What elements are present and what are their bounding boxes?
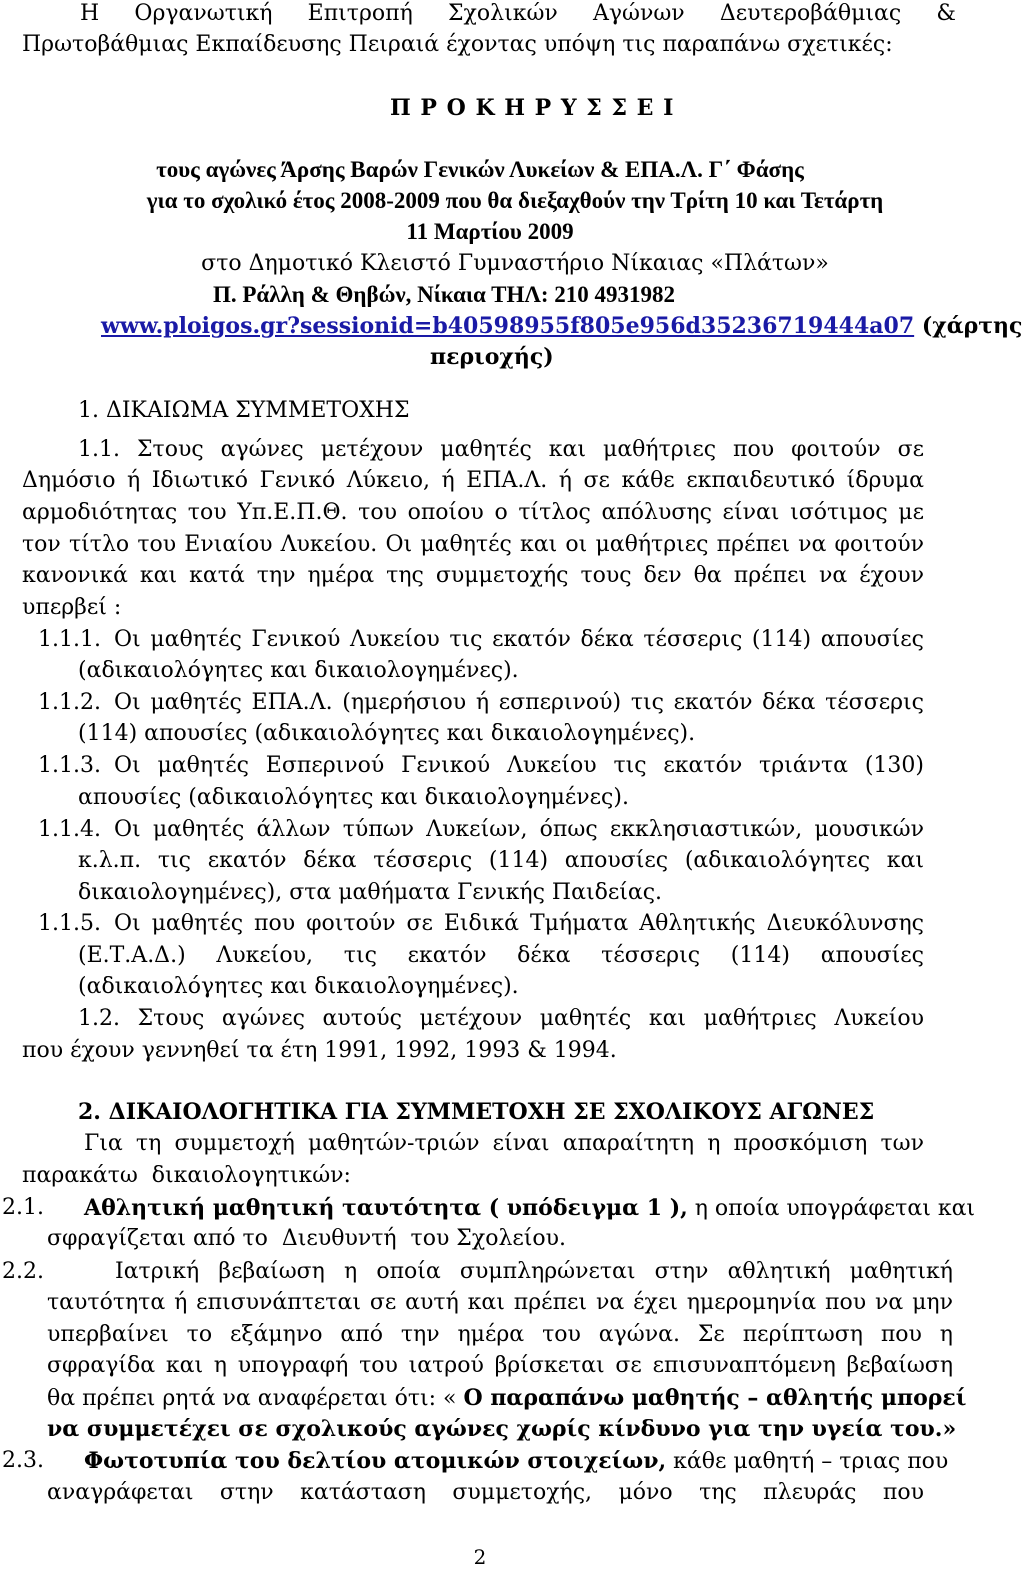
intro-line-1: Η Οργανωτική Επιτροπή Σχολικών Αγώνων Δευτεροβάθμιας &: [80, 1, 956, 26]
item-2-2-line-2: ταυτότητα ή επισυνάπτεται σε αυτή και πρέπει να έχει ημερομηνία που να μην: [47, 1290, 953, 1315]
item-2-3-rest: κάθε μαθητή – τριας που: [666, 1449, 949, 1474]
announce-line-1: τους αγώνες Άρσης Βαρών Γενικών Λυκείων & ΕΠΑ.Λ. Γ΄ Φάσης: [156, 157, 804, 182]
item-1-1-5-number: 1.1.5.: [38, 911, 101, 936]
item-2-2-line-4: σφραγίδα και η υπογραφή του ιατρού βρίσκεται σε επισυναπτόμενη βεβαίωση: [47, 1353, 953, 1378]
item-1-1-3-line-2: απουσίες (αδικαιολόγητες και δικαιολογημένες).: [78, 785, 629, 810]
item-2-1-bold: Αθλητική μαθητική ταυτότητα ( υπόδειγμα 1 ),: [84, 1195, 688, 1221]
para-1-2-line-1: 1.2. Στους αγώνες αυτούς μετέχουν μαθητές και μαθήτριες Λυκείου: [78, 1006, 924, 1031]
item-1-1-2-line-1: Οι μαθητές ΕΠΑ.Λ. (ημερήσιου ή εσπερινού) τις εκατόν δέκα τέσσερις: [114, 690, 924, 715]
item-2-2-line-6: να συμμετέχει σε σχολικούς αγώνες χωρίς κίνδυνο για την υγεία του.»: [47, 1416, 957, 1442]
item-2-2-line-5-bold: Ο παραπάνω μαθητής – αθλητής μπορεί: [463, 1385, 967, 1411]
para-1-1-line-6: υπερβεί :: [22, 595, 122, 620]
para-1-1-line-5: κανονικά και κατά την ημέρα της συμμετοχής τους δεν θα πρέπει να έχουν: [22, 563, 924, 588]
announce-line-3: 11 Μαρτίου 2009: [406, 219, 574, 244]
item-1-1-5-line-2: (Ε.Τ.Α.Δ.) Λυκείου, τις εκατόν δέκα τέσσερις (114) απουσίες: [78, 943, 924, 968]
announce-link-line: [101, 312, 1022, 340]
item-2-2-line-1: Ιατρική βεβαίωση η οποία συμπληρώνεται στην αθλητική μαθητική: [115, 1259, 953, 1284]
announce-line-7: περιοχής): [430, 344, 554, 370]
item-1-1-3-line-1: Οι μαθητές Εσπερινού Γενικού Λυκείου τις εκατόν τριάντα (130): [114, 753, 924, 778]
para-1-1-line-3: αρμοδιότητας του Υπ.Ε.Π.Θ. του οποίου ο τίτλος απόλυσης είναι ισότιμος με: [22, 500, 924, 525]
section2-intro-line-1: Για τη συμμετοχή μαθητών-τριών είναι απαραίτητη η προσκόμιση των: [84, 1131, 924, 1156]
para-1-1-line-2: Δημόσιο ή Ιδιωτικό Γενικό Λύκειο, ή ΕΠΑ.Λ. ή σε κάθε εκπαιδευτικό ίδρυμα: [22, 468, 924, 493]
para-1-1-line-1: 1.1. Στους αγώνες μετέχουν μαθητές και μαθήτριες που φοιτούν σε: [78, 437, 924, 462]
item-1-1-2-number: 1.1.2.: [38, 690, 101, 715]
page-number: 2: [473, 1545, 487, 1569]
item-1-1-4-line-3: δικαιολογημένες), στα μαθήματα Γενικής Παιδείας.: [78, 880, 663, 905]
item-1-1-2-line-2: (114) απουσίες (αδικαιολόγητες και δικαιολογημένες).: [78, 721, 696, 746]
item-1-1-5-line-3: (αδικαιολόγητες και δικαιολογημένες).: [78, 974, 519, 999]
intro-line-2: Πρωτοβάθμιας Εκπαίδευσης Πειραιά έχοντας υπόψη τις παραπάνω σχετικές:: [22, 32, 893, 57]
item-1-1-4-number: 1.1.4.: [38, 817, 101, 842]
item-1-1-1-line-1: Οι μαθητές Γενικού Λυκείου τις εκατόν δέκα τέσσερις (114) απουσίες: [114, 627, 924, 652]
item-1-1-4-line-2: κ.λ.π. τις εκατόν δέκα τέσσερις (114) απουσίες (αδικαιολόγητες και: [78, 848, 924, 873]
announce-line-2: για το σχολικό έτος 2008-2009 που θα διεξαχθούν την Τρίτη 10 και Τετάρτη: [146, 188, 884, 213]
proclaim-heading: Π Ρ Ο Κ Η Ρ Υ Σ Σ Ε Ι: [390, 95, 675, 121]
item-2-1-rest: η οποία υπογράφεται και: [687, 1196, 976, 1221]
para-1-2-line-2: που έχουν γεννηθεί τα έτη 1991, 1992, 1993 & 1994.: [22, 1038, 617, 1063]
item-2-2-line-3: υπερβαίνει το εξάμηνο από την ημέρα του αγώνα. Σε περίπτωση που η: [47, 1322, 953, 1347]
item-2-1-line-1: [84, 1194, 975, 1223]
item-1-1-5-line-1: Οι μαθητές που φοιτούν σε Ειδικά Τμήματα Αθλητικής Διευκόλυνσης: [114, 911, 924, 936]
item-2-2-line-5: [47, 1384, 966, 1413]
announce-line-5: Π. Ράλλη & Θηβών, Νίκαια ΤΗΛ: 210 4931982: [212, 282, 676, 307]
item-2-3-bold: Φωτοτυπία του δελτίου ατομικών στοιχείων,: [84, 1448, 667, 1474]
announce-line-4: στο Δημοτικό Κλειστό Γυμναστήριο Νίκαιας «Πλάτων»: [201, 251, 829, 276]
section1-heading: 1. ΔΙΚΑΙΩΜΑ ΣΥΜΜΕΤΟΧΗΣ: [78, 398, 410, 423]
section2-heading: 2. ΔΙΚΑΙΟΛΟΓΗΤΙΚΑ ΓΙΑ ΣΥΜΜΕΤΟΧΗ ΣΕ ΣΧΟΛΙΚΟΥΣ ΑΓΩΝΕΣ: [78, 1099, 875, 1125]
item-1-1-3-number: 1.1.3.: [38, 753, 101, 778]
item-2-2-line-5-plain: θα πρέπει ρητά να αναφέρεται ότι: «: [47, 1386, 464, 1411]
item-1-1-1-line-2: (αδικαιολόγητες και δικαιολογημένες).: [78, 658, 519, 683]
item-2-3-number: 2.3.: [2, 1448, 44, 1473]
item-2-2-number: 2.2.: [2, 1259, 44, 1284]
section2-intro-line-2: παρακάτω δικαιολογητικών:: [22, 1163, 351, 1188]
para-1-1-line-4: τον τίτλο του Ενιαίου Λυκείου. Οι μαθητές και οι μαθήτριες πρέπει να φοιτούν: [22, 532, 924, 557]
item-2-3-line-1: [84, 1447, 948, 1476]
item-2-3-line-2: αναγράφεται στην κατάσταση συμμετοχής, μόνο της πλευράς που: [47, 1480, 924, 1505]
item-2-1-line-2: σφραγίζεται από το Διευθυντή του Σχολείου.: [47, 1226, 567, 1251]
item-2-1-number: 2.1.: [2, 1195, 44, 1220]
item-1-1-4-line-1: Οι μαθητές άλλων τύπων Λυκείων, όπως εκκλησιαστικών, μουσικών: [114, 817, 924, 842]
map-link[interactable]: www.ploigos.gr?sessionid=b40598955f805e956d35236719444a07: [101, 313, 915, 339]
link-suffix: (χάρτης: [921, 313, 1023, 339]
item-1-1-1-number: 1.1.1.: [38, 627, 101, 652]
